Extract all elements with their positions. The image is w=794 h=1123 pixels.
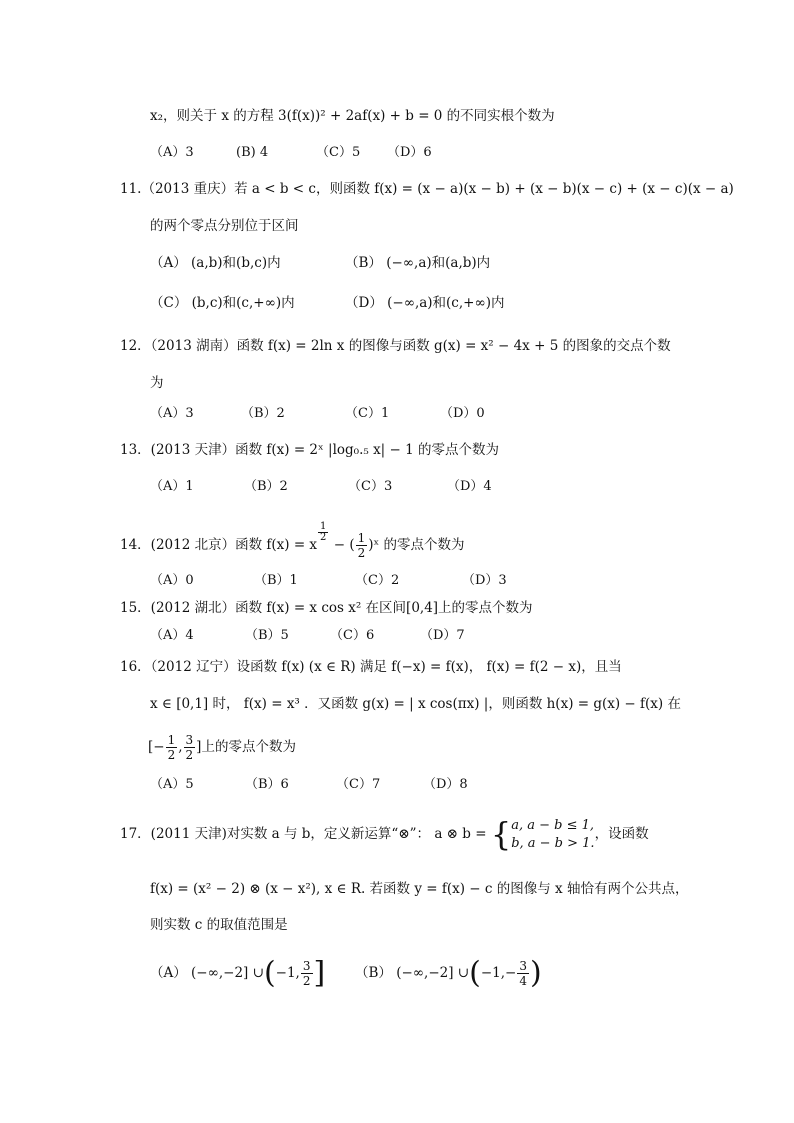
q15-stem: 15．(2012 湖北）函数 f(x) = x cos x² 在区间[0,4]上的零点个数为 xyxy=(120,600,533,616)
q17-case-2: b, a − b > 1. xyxy=(511,835,595,851)
q16-interval-open: [− xyxy=(148,739,165,755)
q14-exponent xyxy=(318,522,328,543)
q17-option-b[interactable] xyxy=(355,953,542,993)
q14-fraction xyxy=(356,531,368,560)
q16-fraction-1 xyxy=(166,733,178,762)
q14-option-b[interactable]: （B）1 xyxy=(254,573,298,588)
q12-option-a[interactable]: （A）3 xyxy=(150,406,194,421)
q17-option-a-fraction-den: 2 xyxy=(302,974,311,988)
q15-option-a[interactable]: （A）4 xyxy=(150,628,194,643)
q17-option-a-paren-open-icon: ( xyxy=(263,955,276,991)
q11-stem-2: 的两个零点分别位于区间 xyxy=(150,218,299,234)
q10-option-b[interactable]: (B) 4 xyxy=(236,145,269,160)
q17-stem-part-a: 17．(2011 天津)对实数 a 与 b，定义新运算“⊗”： a ⊗ b = xyxy=(120,826,487,842)
q17-stem-3: 则实数 c 的取值范围是 xyxy=(150,917,288,933)
q17-option-b-fraction-den: 4 xyxy=(519,974,527,988)
q10-stem-tail: x₂，则关于 x 的方程 3(f(x))² + 2af(x) + b = 0 的不同实根个数为 xyxy=(150,108,555,124)
q16-option-c[interactable]: （C）7 xyxy=(336,777,381,792)
q17-option-a-fraction-num: 3 xyxy=(302,959,311,973)
q17-option-a-paren-close-icon: ] xyxy=(313,955,326,991)
q17-option-a-fraction xyxy=(301,959,313,988)
q17-option-b-paren-close-icon: ) xyxy=(529,955,542,991)
q12-stem-2: 为 xyxy=(150,375,164,391)
q10-option-a[interactable]: （A）3 xyxy=(150,145,194,160)
q16-option-d[interactable]: （D）8 xyxy=(423,777,468,792)
q16-fraction-2-num: 3 xyxy=(185,733,194,747)
q17-option-b-fraction-num: 3 xyxy=(519,959,527,973)
q17-stem-2: f(x) = (x² − 2) ⊗ (x − x²), x ∈ R. 若函数 y = f(x) − c 的图像与 x 轴恰有两个公共点， xyxy=(150,881,689,897)
q15-option-d[interactable]: （D）7 xyxy=(420,628,465,643)
q14-fraction-den: 2 xyxy=(357,546,366,560)
q10-option-d[interactable]: （D）6 xyxy=(387,145,432,160)
q17-left-brace-icon: { xyxy=(490,815,512,854)
q11-option-d[interactable]: （D） (−∞,a)和(c,+∞)内 xyxy=(345,295,505,311)
q16-fraction-2 xyxy=(184,733,196,762)
q12-option-b[interactable]: （B）2 xyxy=(241,406,285,421)
q17-option-b-paren-open-icon: ( xyxy=(469,955,481,991)
q15-option-c[interactable]: （C）6 xyxy=(330,628,375,643)
q16-interval-close: ]上的零点个数为 xyxy=(196,739,296,755)
q16-option-b[interactable]: （B）6 xyxy=(245,777,289,792)
q12-option-d[interactable]: （D）0 xyxy=(440,406,485,421)
q14-exponent-num: 1 xyxy=(320,520,327,532)
q14-stem xyxy=(120,514,465,560)
q17-option-a-part-1: （A） (−∞,−2] ∪ xyxy=(150,965,264,981)
q14-fraction-num: 1 xyxy=(357,531,366,545)
q13-stem: 13．(2013 天津）函数 f(x) = 2ˣ |log₀.₅ x| − 1 的零点个数为 xyxy=(120,442,500,458)
q11-option-c[interactable]: （C） (b,c)和(c,+∞)内 xyxy=(150,295,295,311)
q15-option-b[interactable]: （B）5 xyxy=(245,628,289,643)
q14-exponent-den: 2 xyxy=(320,531,327,543)
q16-fraction-1-num: 1 xyxy=(167,733,176,747)
q13-option-a[interactable]: （A）1 xyxy=(150,479,194,494)
q17-option-b-part-2: −1,− xyxy=(480,965,517,981)
q17-option-b-part-1: （B） (−∞,−2] ∪ xyxy=(355,965,470,981)
q12-option-c[interactable]: （C）1 xyxy=(345,406,390,421)
q17-piecewise xyxy=(511,817,594,853)
q16-fraction-2-den: 2 xyxy=(185,748,194,762)
q14-stem-part-a: 14．(2012 北京）函数 f(x) = x xyxy=(120,537,318,553)
q17-option-a[interactable] xyxy=(150,953,325,993)
q13-option-d[interactable]: （D）4 xyxy=(447,479,492,494)
q17-stem-part-b: ，设函数 xyxy=(594,826,649,842)
q13-option-c[interactable]: （C）3 xyxy=(348,479,393,494)
q10-option-c[interactable]: （C）5 xyxy=(316,145,361,160)
q17-option-b-fraction xyxy=(517,959,529,988)
q16-stem-2: x ∈ [0,1] 时， f(x) = x³ ．又函数 g(x) = | x cos(πx) |，则函数 h(x) = g(x) − f(x) 在 xyxy=(150,696,681,712)
q14-option-c[interactable]: （C）2 xyxy=(355,573,400,588)
q16-stem-3 xyxy=(148,730,296,764)
q16-interval-comma: , xyxy=(178,739,183,755)
q14-stem-part-c: )ˣ 的零点个数为 xyxy=(368,537,465,553)
q16-option-a[interactable]: （A）5 xyxy=(150,777,194,792)
q14-stem-part-b: − ( xyxy=(329,537,355,553)
q11-option-b[interactable]: （B） (−∞,a)和(a,b)内 xyxy=(345,255,491,271)
q14-option-a[interactable]: （A）0 xyxy=(150,573,194,588)
q16-stem: 16．（2012 辽宁）设函数 f(x) (x ∈ R) 满足 f(−x) = f(x)， f(x) = f(2 − x)，且当 xyxy=(120,659,622,675)
q17-case-1: a, a − b ≤ 1, xyxy=(511,817,594,833)
q11-option-a[interactable]: （A） (a,b)和(b,c)内 xyxy=(150,255,281,271)
q17-stem xyxy=(120,812,649,858)
q16-fraction-1-den: 2 xyxy=(167,748,176,762)
q12-stem: 12．（2013 湖南）函数 f(x) = 2ln x 的图像与函数 g(x) = x² − 4x + 5 的图象的交点个数 xyxy=(120,338,671,354)
q14-option-d[interactable]: （D）3 xyxy=(462,573,507,588)
q13-option-b[interactable]: （B）2 xyxy=(244,479,288,494)
q17-option-a-part-2: −1, xyxy=(275,965,300,981)
q11-stem: 11.（2013 重庆）若 a < b < c，则函数 f(x) = (x − a)(x − b) + (x − b)(x − c) + (x − c)(x − a) xyxy=(120,181,734,197)
